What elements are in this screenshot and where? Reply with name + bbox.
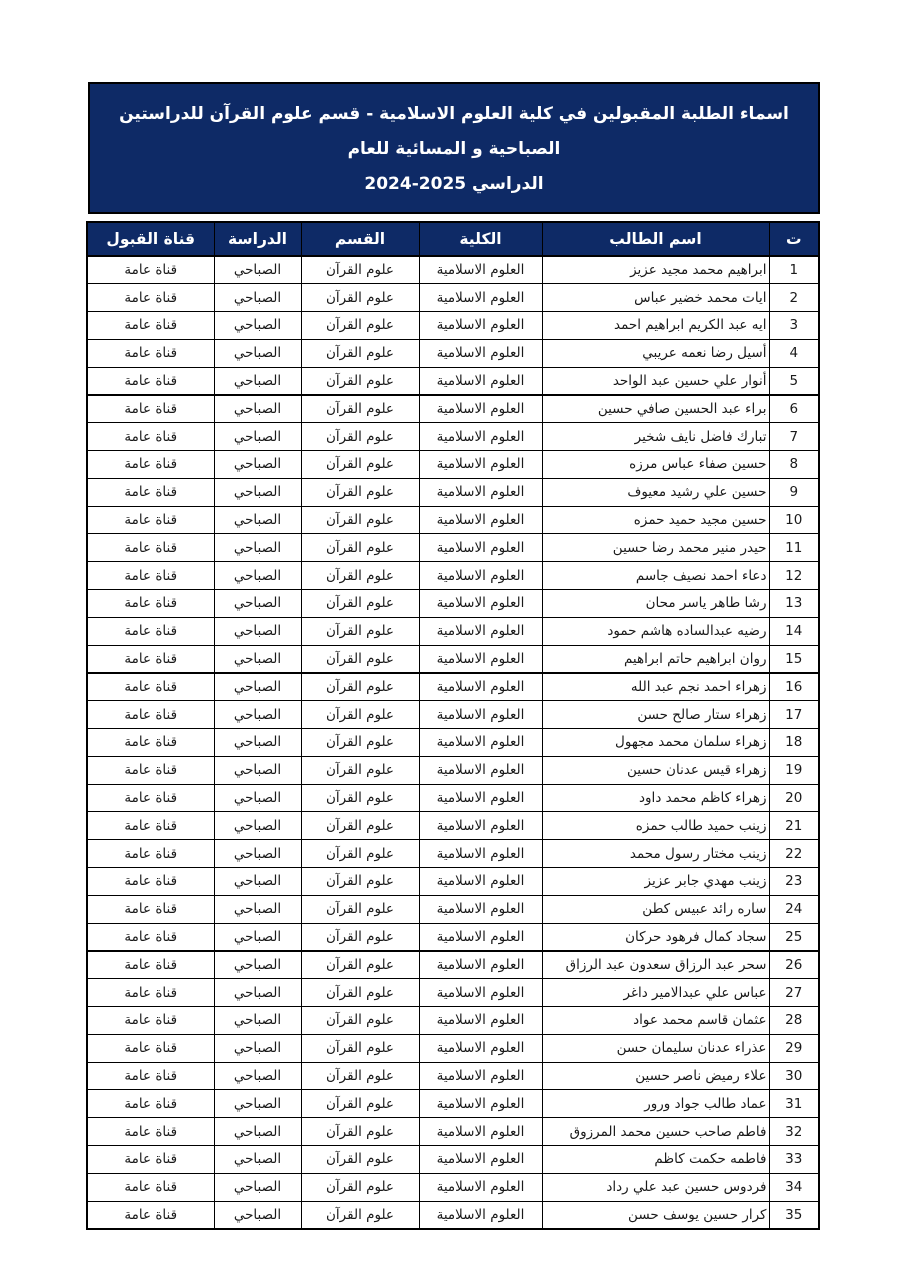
row-number-cell: 14 bbox=[769, 617, 819, 645]
admission-channel-cell: قناة عامة bbox=[87, 840, 214, 868]
college-cell: العلوم الاسلامية bbox=[419, 729, 542, 757]
admission-channel-cell: قناة عامة bbox=[87, 701, 214, 729]
column-header-college: الكلية bbox=[419, 222, 542, 256]
title-line-2: الدراسي 2025-2024 bbox=[364, 174, 544, 194]
department-cell: علوم القرآن bbox=[301, 1034, 419, 1062]
table-row bbox=[87, 339, 819, 367]
row-number-cell: 8 bbox=[769, 451, 819, 479]
student-name-cell: عذراء عدنان سليمان حسن bbox=[542, 1034, 769, 1062]
study-cell: الصباحي bbox=[214, 784, 301, 812]
admission-channel-cell: قناة عامة bbox=[87, 1034, 214, 1062]
row-number-cell: 6 bbox=[769, 395, 819, 423]
department-cell: علوم القرآن bbox=[301, 645, 419, 673]
college-cell: العلوم الاسلامية bbox=[419, 1118, 542, 1146]
table-row bbox=[87, 534, 819, 562]
row-number-cell: 32 bbox=[769, 1118, 819, 1146]
document-content bbox=[88, 82, 820, 1230]
table-row bbox=[87, 701, 819, 729]
admission-channel-cell: قناة عامة bbox=[87, 1201, 214, 1229]
admission-channel-cell: قناة عامة bbox=[87, 1090, 214, 1118]
title-line-1: اسماء الطلبة المقبولين في كلية العلوم الاسلامية - قسم علوم القرآن للدراستين الصباحية و المسائية للعام bbox=[119, 104, 789, 159]
admission-channel-cell: قناة عامة bbox=[87, 784, 214, 812]
department-cell: علوم القرآن bbox=[301, 534, 419, 562]
admission-channel-cell: قناة عامة bbox=[87, 1173, 214, 1201]
admission-channel-cell: قناة عامة bbox=[87, 1118, 214, 1146]
table-row bbox=[87, 979, 819, 1007]
student-name-cell: روان ابراهيم حاتم ابراهيم bbox=[542, 645, 769, 673]
column-header-student-name: اسم الطالب bbox=[542, 222, 769, 256]
row-number-cell: 34 bbox=[769, 1173, 819, 1201]
admission-channel-cell: قناة عامة bbox=[87, 729, 214, 757]
study-cell: الصباحي bbox=[214, 895, 301, 923]
department-cell: علوم القرآن bbox=[301, 1062, 419, 1090]
admission-channel-cell: قناة عامة bbox=[87, 590, 214, 618]
study-cell: الصباحي bbox=[214, 673, 301, 701]
college-cell: العلوم الاسلامية bbox=[419, 756, 542, 784]
table-row bbox=[87, 590, 819, 618]
table-row bbox=[87, 951, 819, 979]
column-header-study: الدراسة bbox=[214, 222, 301, 256]
college-cell: العلوم الاسلامية bbox=[419, 367, 542, 395]
study-cell: الصباحي bbox=[214, 1062, 301, 1090]
college-cell: العلوم الاسلامية bbox=[419, 562, 542, 590]
table-row bbox=[87, 729, 819, 757]
college-cell: العلوم الاسلامية bbox=[419, 506, 542, 534]
row-number-cell: 18 bbox=[769, 729, 819, 757]
students-table bbox=[86, 221, 820, 1230]
row-number-cell: 29 bbox=[769, 1034, 819, 1062]
study-cell: الصباحي bbox=[214, 812, 301, 840]
student-name-cell: حسين مجيد حميد حمزه bbox=[542, 506, 769, 534]
study-cell: الصباحي bbox=[214, 423, 301, 451]
row-number-cell: 23 bbox=[769, 868, 819, 896]
document-title-banner bbox=[88, 82, 820, 214]
table-row bbox=[87, 645, 819, 673]
college-cell: العلوم الاسلامية bbox=[419, 395, 542, 423]
college-cell: العلوم الاسلامية bbox=[419, 979, 542, 1007]
row-number-cell: 10 bbox=[769, 506, 819, 534]
college-cell: العلوم الاسلامية bbox=[419, 423, 542, 451]
college-cell: العلوم الاسلامية bbox=[419, 1090, 542, 1118]
study-cell: الصباحي bbox=[214, 590, 301, 618]
department-cell: علوم القرآن bbox=[301, 339, 419, 367]
admission-channel-cell: قناة عامة bbox=[87, 534, 214, 562]
student-name-cell: عماد طالب جواد ورور bbox=[542, 1090, 769, 1118]
student-name-cell: حيدر منير محمد رضا حسين bbox=[542, 534, 769, 562]
column-header-admission-channel: قناة القبول bbox=[87, 222, 214, 256]
table-row bbox=[87, 868, 819, 896]
admission-channel-cell: قناة عامة bbox=[87, 423, 214, 451]
study-cell: الصباحي bbox=[214, 1007, 301, 1035]
study-cell: الصباحي bbox=[214, 339, 301, 367]
table-row bbox=[87, 812, 819, 840]
department-cell: علوم القرآن bbox=[301, 284, 419, 312]
student-name-cell: زهراء ستار صالح حسن bbox=[542, 701, 769, 729]
study-cell: الصباحي bbox=[214, 562, 301, 590]
row-number-cell: 31 bbox=[769, 1090, 819, 1118]
row-number-cell: 1 bbox=[769, 256, 819, 284]
department-cell: علوم القرآن bbox=[301, 868, 419, 896]
table-row bbox=[87, 1062, 819, 1090]
admission-channel-cell: قناة عامة bbox=[87, 617, 214, 645]
department-cell: علوم القرآن bbox=[301, 617, 419, 645]
student-name-cell: دعاء احمد نصيف جاسم bbox=[542, 562, 769, 590]
student-name-cell: حسين علي رشيد معيوف bbox=[542, 478, 769, 506]
college-cell: العلوم الاسلامية bbox=[419, 284, 542, 312]
department-cell: علوم القرآن bbox=[301, 478, 419, 506]
study-cell: الصباحي bbox=[214, 756, 301, 784]
table-row bbox=[87, 423, 819, 451]
study-cell: الصباحي bbox=[214, 1201, 301, 1229]
row-number-cell: 21 bbox=[769, 812, 819, 840]
table-row bbox=[87, 395, 819, 423]
department-cell: علوم القرآن bbox=[301, 673, 419, 701]
department-cell: علوم القرآن bbox=[301, 729, 419, 757]
college-cell: العلوم الاسلامية bbox=[419, 868, 542, 896]
table-row bbox=[87, 1201, 819, 1229]
department-cell: علوم القرآن bbox=[301, 256, 419, 284]
admission-channel-cell: قناة عامة bbox=[87, 1062, 214, 1090]
row-number-cell: 4 bbox=[769, 339, 819, 367]
student-name-cell: عثمان قاسم محمد عواد bbox=[542, 1007, 769, 1035]
department-cell: علوم القرآن bbox=[301, 506, 419, 534]
department-cell: علوم القرآن bbox=[301, 1201, 419, 1229]
student-name-cell: رشا طاهر ياسر محان bbox=[542, 590, 769, 618]
study-cell: الصباحي bbox=[214, 645, 301, 673]
student-name-cell: فردوس حسين عبد علي رداد bbox=[542, 1173, 769, 1201]
admission-channel-cell: قناة عامة bbox=[87, 367, 214, 395]
table-row bbox=[87, 617, 819, 645]
student-name-cell: زهراء كاظم محمد داود bbox=[542, 784, 769, 812]
college-cell: العلوم الاسلامية bbox=[419, 701, 542, 729]
student-name-cell: زهراء قيس عدنان حسين bbox=[542, 756, 769, 784]
student-name-cell: علاء رميض ناصر حسين bbox=[542, 1062, 769, 1090]
study-cell: الصباحي bbox=[214, 534, 301, 562]
row-number-cell: 30 bbox=[769, 1062, 819, 1090]
department-cell: علوم القرآن bbox=[301, 1118, 419, 1146]
department-cell: علوم القرآن bbox=[301, 423, 419, 451]
table-row bbox=[87, 506, 819, 534]
student-name-cell: سحر عبد الرزاق سعدون عبد الرزاق bbox=[542, 951, 769, 979]
college-cell: العلوم الاسلامية bbox=[419, 895, 542, 923]
study-cell: الصباحي bbox=[214, 478, 301, 506]
table-row bbox=[87, 784, 819, 812]
row-number-cell: 26 bbox=[769, 951, 819, 979]
table-row bbox=[87, 1034, 819, 1062]
row-number-cell: 25 bbox=[769, 923, 819, 951]
department-cell: علوم القرآن bbox=[301, 784, 419, 812]
admission-channel-cell: قناة عامة bbox=[87, 478, 214, 506]
department-cell: علوم القرآن bbox=[301, 840, 419, 868]
student-name-cell: تبارك فاضل نايف شخير bbox=[542, 423, 769, 451]
table-row bbox=[87, 256, 819, 284]
row-number-cell: 3 bbox=[769, 312, 819, 340]
department-cell: علوم القرآن bbox=[301, 923, 419, 951]
study-cell: الصباحي bbox=[214, 840, 301, 868]
study-cell: الصباحي bbox=[214, 312, 301, 340]
row-number-cell: 5 bbox=[769, 367, 819, 395]
department-cell: علوم القرآن bbox=[301, 367, 419, 395]
table-row bbox=[87, 1118, 819, 1146]
college-cell: العلوم الاسلامية bbox=[419, 673, 542, 701]
admission-channel-cell: قناة عامة bbox=[87, 1007, 214, 1035]
table-row bbox=[87, 923, 819, 951]
row-number-cell: 16 bbox=[769, 673, 819, 701]
student-name-cell: رضيه عبدالساده هاشم حمود bbox=[542, 617, 769, 645]
admission-channel-cell: قناة عامة bbox=[87, 923, 214, 951]
table-row bbox=[87, 895, 819, 923]
table-row bbox=[87, 562, 819, 590]
table-row bbox=[87, 1173, 819, 1201]
department-cell: علوم القرآن bbox=[301, 756, 419, 784]
row-number-cell: 7 bbox=[769, 423, 819, 451]
admission-channel-cell: قناة عامة bbox=[87, 284, 214, 312]
admission-channel-cell: قناة عامة bbox=[87, 506, 214, 534]
college-cell: العلوم الاسلامية bbox=[419, 478, 542, 506]
row-number-cell: 24 bbox=[769, 895, 819, 923]
college-cell: العلوم الاسلامية bbox=[419, 951, 542, 979]
study-cell: الصباحي bbox=[214, 868, 301, 896]
admission-channel-cell: قناة عامة bbox=[87, 562, 214, 590]
study-cell: الصباحي bbox=[214, 395, 301, 423]
table-row bbox=[87, 367, 819, 395]
college-cell: العلوم الاسلامية bbox=[419, 1034, 542, 1062]
college-cell: العلوم الاسلامية bbox=[419, 784, 542, 812]
study-cell: الصباحي bbox=[214, 979, 301, 1007]
admission-channel-cell: قناة عامة bbox=[87, 312, 214, 340]
study-cell: الصباحي bbox=[214, 1146, 301, 1174]
student-name-cell: حسين صفاء عباس مرزه bbox=[542, 451, 769, 479]
row-number-cell: 13 bbox=[769, 590, 819, 618]
admission-channel-cell: قناة عامة bbox=[87, 673, 214, 701]
department-cell: علوم القرآن bbox=[301, 701, 419, 729]
admission-channel-cell: قناة عامة bbox=[87, 895, 214, 923]
study-cell: الصباحي bbox=[214, 923, 301, 951]
department-cell: علوم القرآن bbox=[301, 1007, 419, 1035]
column-header-number: ت bbox=[769, 222, 819, 256]
college-cell: العلوم الاسلامية bbox=[419, 1146, 542, 1174]
table-row bbox=[87, 840, 819, 868]
college-cell: العلوم الاسلامية bbox=[419, 617, 542, 645]
admission-channel-cell: قناة عامة bbox=[87, 951, 214, 979]
row-number-cell: 19 bbox=[769, 756, 819, 784]
admission-channel-cell: قناة عامة bbox=[87, 812, 214, 840]
college-cell: العلوم الاسلامية bbox=[419, 339, 542, 367]
admission-channel-cell: قناة عامة bbox=[87, 979, 214, 1007]
study-cell: الصباحي bbox=[214, 701, 301, 729]
study-cell: الصباحي bbox=[214, 451, 301, 479]
table-row bbox=[87, 284, 819, 312]
table-row bbox=[87, 1090, 819, 1118]
student-name-cell: عباس علي عبدالامير داغر bbox=[542, 979, 769, 1007]
student-name-cell: فاطمه حكمت كاظم bbox=[542, 1146, 769, 1174]
table-row bbox=[87, 478, 819, 506]
admission-channel-cell: قناة عامة bbox=[87, 756, 214, 784]
table-header-row bbox=[87, 222, 819, 256]
study-cell: الصباحي bbox=[214, 729, 301, 757]
college-cell: العلوم الاسلامية bbox=[419, 451, 542, 479]
college-cell: العلوم الاسلامية bbox=[419, 534, 542, 562]
college-cell: العلوم الاسلامية bbox=[419, 1201, 542, 1229]
college-cell: العلوم الاسلامية bbox=[419, 1062, 542, 1090]
study-cell: الصباحي bbox=[214, 284, 301, 312]
row-number-cell: 9 bbox=[769, 478, 819, 506]
row-number-cell: 27 bbox=[769, 979, 819, 1007]
row-number-cell: 33 bbox=[769, 1146, 819, 1174]
college-cell: العلوم الاسلامية bbox=[419, 812, 542, 840]
study-cell: الصباحي bbox=[214, 506, 301, 534]
row-number-cell: 22 bbox=[769, 840, 819, 868]
student-name-cell: ابراهيم محمد مجيد عزيز bbox=[542, 256, 769, 284]
admission-channel-cell: قناة عامة bbox=[87, 1146, 214, 1174]
admission-channel-cell: قناة عامة bbox=[87, 451, 214, 479]
department-cell: علوم القرآن bbox=[301, 812, 419, 840]
college-cell: العلوم الاسلامية bbox=[419, 1173, 542, 1201]
college-cell: العلوم الاسلامية bbox=[419, 645, 542, 673]
college-cell: العلوم الاسلامية bbox=[419, 312, 542, 340]
study-cell: الصباحي bbox=[214, 951, 301, 979]
college-cell: العلوم الاسلامية bbox=[419, 590, 542, 618]
table-row bbox=[87, 673, 819, 701]
table-row bbox=[87, 451, 819, 479]
table-row bbox=[87, 312, 819, 340]
study-cell: الصباحي bbox=[214, 617, 301, 645]
row-number-cell: 20 bbox=[769, 784, 819, 812]
row-number-cell: 2 bbox=[769, 284, 819, 312]
student-name-cell: براء عبد الحسين صافي حسين bbox=[542, 395, 769, 423]
row-number-cell: 28 bbox=[769, 1007, 819, 1035]
admission-channel-cell: قناة عامة bbox=[87, 339, 214, 367]
student-name-cell: زينب مختار رسول محمد bbox=[542, 840, 769, 868]
department-cell: علوم القرآن bbox=[301, 951, 419, 979]
college-cell: العلوم الاسلامية bbox=[419, 256, 542, 284]
college-cell: العلوم الاسلامية bbox=[419, 840, 542, 868]
student-name-cell: ايات محمد خضير عباس bbox=[542, 284, 769, 312]
row-number-cell: 11 bbox=[769, 534, 819, 562]
student-name-cell: ايه عبد الكريم ابراهيم احمد bbox=[542, 312, 769, 340]
department-cell: علوم القرآن bbox=[301, 562, 419, 590]
admission-channel-cell: قناة عامة bbox=[87, 868, 214, 896]
table-row bbox=[87, 1146, 819, 1174]
admission-channel-cell: قناة عامة bbox=[87, 395, 214, 423]
department-cell: علوم القرآن bbox=[301, 1090, 419, 1118]
college-cell: العلوم الاسلامية bbox=[419, 1007, 542, 1035]
college-cell: العلوم الاسلامية bbox=[419, 923, 542, 951]
department-cell: علوم القرآن bbox=[301, 1146, 419, 1174]
department-cell: علوم القرآن bbox=[301, 395, 419, 423]
study-cell: الصباحي bbox=[214, 1173, 301, 1201]
department-cell: علوم القرآن bbox=[301, 1173, 419, 1201]
student-name-cell: أسيل رضا نعمه عريبي bbox=[542, 339, 769, 367]
row-number-cell: 15 bbox=[769, 645, 819, 673]
student-name-cell: ساره رائد عبيس كطن bbox=[542, 895, 769, 923]
table-row bbox=[87, 756, 819, 784]
student-name-cell: سجاد كمال فرهود حركان bbox=[542, 923, 769, 951]
student-name-cell: زينب حميد طالب حمزه bbox=[542, 812, 769, 840]
column-header-department: القسم bbox=[301, 222, 419, 256]
row-number-cell: 12 bbox=[769, 562, 819, 590]
department-cell: علوم القرآن bbox=[301, 590, 419, 618]
row-number-cell: 17 bbox=[769, 701, 819, 729]
admission-channel-cell: قناة عامة bbox=[87, 256, 214, 284]
row-number-cell: 35 bbox=[769, 1201, 819, 1229]
study-cell: الصباحي bbox=[214, 367, 301, 395]
student-name-cell: زينب مهدي جابر عزيز bbox=[542, 868, 769, 896]
student-name-cell: أنوار علي حسين عبد الواحد bbox=[542, 367, 769, 395]
department-cell: علوم القرآن bbox=[301, 895, 419, 923]
student-name-cell: زهراء سلمان محمد مجهول bbox=[542, 729, 769, 757]
table-row bbox=[87, 1007, 819, 1035]
department-cell: علوم القرآن bbox=[301, 979, 419, 1007]
study-cell: الصباحي bbox=[214, 256, 301, 284]
study-cell: الصباحي bbox=[214, 1034, 301, 1062]
student-name-cell: كرار حسين يوسف حسن bbox=[542, 1201, 769, 1229]
admission-channel-cell: قناة عامة bbox=[87, 645, 214, 673]
department-cell: علوم القرآن bbox=[301, 312, 419, 340]
student-name-cell: فاطم صاحب حسين محمد المرزوق bbox=[542, 1118, 769, 1146]
study-cell: الصباحي bbox=[214, 1118, 301, 1146]
department-cell: علوم القرآن bbox=[301, 451, 419, 479]
student-name-cell: زهراء احمد نجم عبد الله bbox=[542, 673, 769, 701]
study-cell: الصباحي bbox=[214, 1090, 301, 1118]
